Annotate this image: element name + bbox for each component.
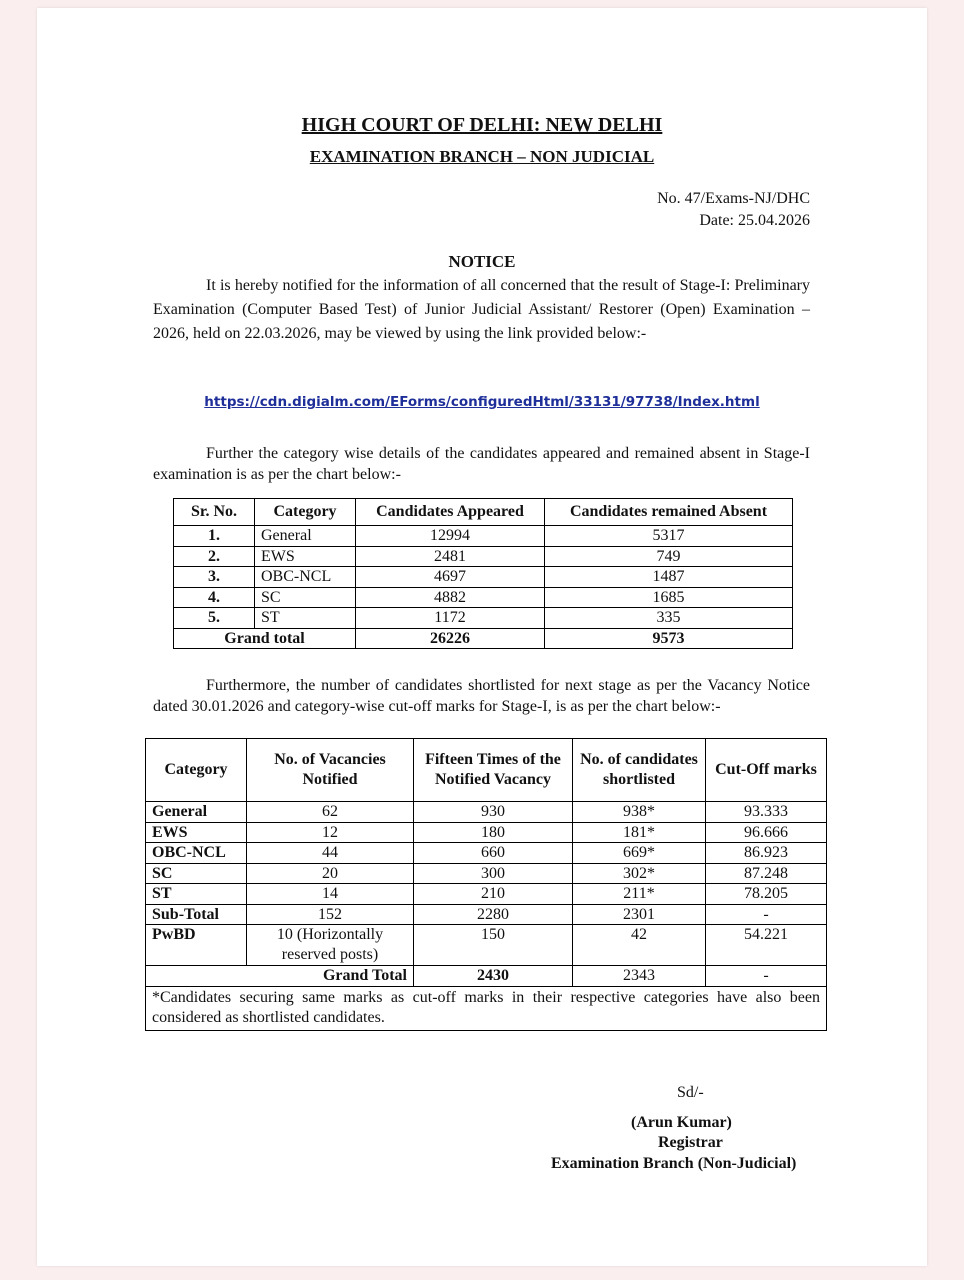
table-row xyxy=(146,863,827,884)
grand-total-cutoff: - xyxy=(706,966,827,987)
header-shortlisted: No. of candidates shortlisted xyxy=(573,739,706,802)
table-row xyxy=(146,843,827,864)
sr-no: 1. xyxy=(174,526,255,547)
paragraph-1-text: It is hereby notified for the information of all concerned that the result of Stage-I: Preliminary Examination (Computer Based Test) of Junior Judicial Assistant/ Restorer (Open) Examination – 2026, held on 22.03.2026, may be viewed by using the link provided below:- xyxy=(153,277,810,342)
attendance-table xyxy=(173,498,793,649)
shortlisted: 181* xyxy=(573,822,706,843)
fifteen-times: 300 xyxy=(414,863,573,884)
fifteen-times: 2280 xyxy=(414,904,573,925)
category: General xyxy=(255,526,356,547)
shortlist-table xyxy=(145,738,827,1031)
category: Sub-Total xyxy=(146,904,247,925)
category: PwBD xyxy=(146,925,247,966)
sr-no: 2. xyxy=(174,546,255,567)
grand-total-row xyxy=(174,628,793,649)
table-row xyxy=(146,822,827,843)
table-row xyxy=(146,884,827,905)
category: OBC-NCL xyxy=(255,567,356,588)
table-row xyxy=(174,526,793,547)
category: EWS xyxy=(146,822,247,843)
absent: 749 xyxy=(545,546,793,567)
cutoff: 93.333 xyxy=(706,802,827,823)
sr-no: 4. xyxy=(174,587,255,608)
signature-sd: Sd/- xyxy=(677,1084,704,1101)
vacancies: 14 xyxy=(247,884,414,905)
notice-paragraph-3 xyxy=(153,675,810,717)
grand-total-label: Grand total xyxy=(174,628,356,649)
vacancies: 152 xyxy=(247,904,414,925)
shortlisted: 42 xyxy=(573,925,706,966)
reference-block xyxy=(657,188,810,232)
vacancies: 20 xyxy=(247,863,414,884)
result-link[interactable]: https://cdn.digialm.com/EForms/configuredHtml/33131/97738/Index.html xyxy=(204,394,760,410)
header-vacancies: No. of Vacancies Notified xyxy=(247,739,414,802)
header-category: Category xyxy=(146,739,247,802)
fifteen-times: 210 xyxy=(414,884,573,905)
appeared: 12994 xyxy=(356,526,545,547)
absent: 1685 xyxy=(545,587,793,608)
cutoff: 86.923 xyxy=(706,843,827,864)
absent: 1487 xyxy=(545,567,793,588)
category: General xyxy=(146,802,247,823)
appeared: 1172 xyxy=(356,608,545,629)
cutoff: 96.666 xyxy=(706,822,827,843)
cutoff: 87.248 xyxy=(706,863,827,884)
category: OBC-NCL xyxy=(146,843,247,864)
footnote: *Candidates securing same marks as cut-off marks in their respective categories have also been considered as shortlisted candidates. xyxy=(146,986,827,1030)
vacancies: 12 xyxy=(247,822,414,843)
cutoff: 78.205 xyxy=(706,884,827,905)
table-row xyxy=(174,587,793,608)
grand-total-absent: 9573 xyxy=(545,628,793,649)
footnote-row xyxy=(146,986,827,1030)
cutoff: - xyxy=(706,904,827,925)
table-header-row xyxy=(146,739,827,802)
shortlisted: 2301 xyxy=(573,904,706,925)
grand-total-row xyxy=(146,966,827,987)
table-row xyxy=(174,567,793,588)
header-category: Category xyxy=(255,499,356,526)
fifteen-times: 150 xyxy=(414,925,573,966)
court-title: HIGH COURT OF DELHI: NEW DELHI xyxy=(301,114,663,136)
fifteen-times: 930 xyxy=(414,802,573,823)
header-fifteen-times: Fifteen Times of the Notified Vacancy xyxy=(414,739,573,802)
category: ST xyxy=(146,884,247,905)
grand-total-label: Grand Total xyxy=(146,966,414,987)
category: EWS xyxy=(255,546,356,567)
vacancies: 44 xyxy=(247,843,414,864)
shortlisted: 669* xyxy=(573,843,706,864)
header-sr-no: Sr. No. xyxy=(174,499,255,526)
reference-number: No. 47/Exams-NJ/DHC xyxy=(657,190,810,207)
vacancies: 62 xyxy=(247,802,414,823)
header-cutoff: Cut-Off marks xyxy=(706,739,827,802)
paragraph-3-text: Furthermore, the number of candidates shortlisted for next stage as per the Vacancy Notice dated 30.01.2026 and category-wise cut-off marks for Stage-I, is as per the chart below:- xyxy=(153,677,810,715)
shortlisted: 211* xyxy=(573,884,706,905)
appeared: 2481 xyxy=(356,546,545,567)
signatory-designation: Registrar xyxy=(658,1134,723,1151)
appeared: 4882 xyxy=(356,587,545,608)
category: SC xyxy=(255,587,356,608)
signatory-name: (Arun Kumar) xyxy=(631,1114,732,1131)
vacancies: 10 (Horizontally reserved posts) xyxy=(247,925,414,966)
notice-paragraph-1 xyxy=(153,274,810,346)
pwbd-row xyxy=(146,925,827,966)
document-page xyxy=(37,8,927,1266)
paragraph-2-text: Further the category wise details of the candidates appeared and remained absent in Stage-I examination is as per the chart below:- xyxy=(153,445,810,483)
table-header-row xyxy=(174,499,793,526)
subtotal-row xyxy=(146,904,827,925)
sr-no: 5. xyxy=(174,608,255,629)
absent: 5317 xyxy=(545,526,793,547)
notice-heading: NOTICE xyxy=(448,252,516,271)
table-row xyxy=(146,802,827,823)
signatory-office: Examination Branch (Non-Judicial) xyxy=(551,1155,797,1172)
table-row xyxy=(174,608,793,629)
sr-no: 3. xyxy=(174,567,255,588)
grand-total-shortlisted: 2343 xyxy=(573,966,706,987)
notice-paragraph-2 xyxy=(153,443,810,485)
fifteen-times: 660 xyxy=(414,843,573,864)
absent: 335 xyxy=(545,608,793,629)
shortlisted: 302* xyxy=(573,863,706,884)
header-absent: Candidates remained Absent xyxy=(545,499,793,526)
appeared: 4697 xyxy=(356,567,545,588)
fifteen-times: 180 xyxy=(414,822,573,843)
category: SC xyxy=(146,863,247,884)
table-row xyxy=(174,546,793,567)
notice-date: Date: 25.04.2026 xyxy=(699,212,810,229)
grand-total-fifteen: 2430 xyxy=(414,966,573,987)
branch-subtitle: EXAMINATION BRANCH – NON JUDICIAL xyxy=(309,147,655,166)
header-appeared: Candidates Appeared xyxy=(356,499,545,526)
cutoff: 54.221 xyxy=(706,925,827,966)
category: ST xyxy=(255,608,356,629)
grand-total-appeared: 26226 xyxy=(356,628,545,649)
shortlisted: 938* xyxy=(573,802,706,823)
